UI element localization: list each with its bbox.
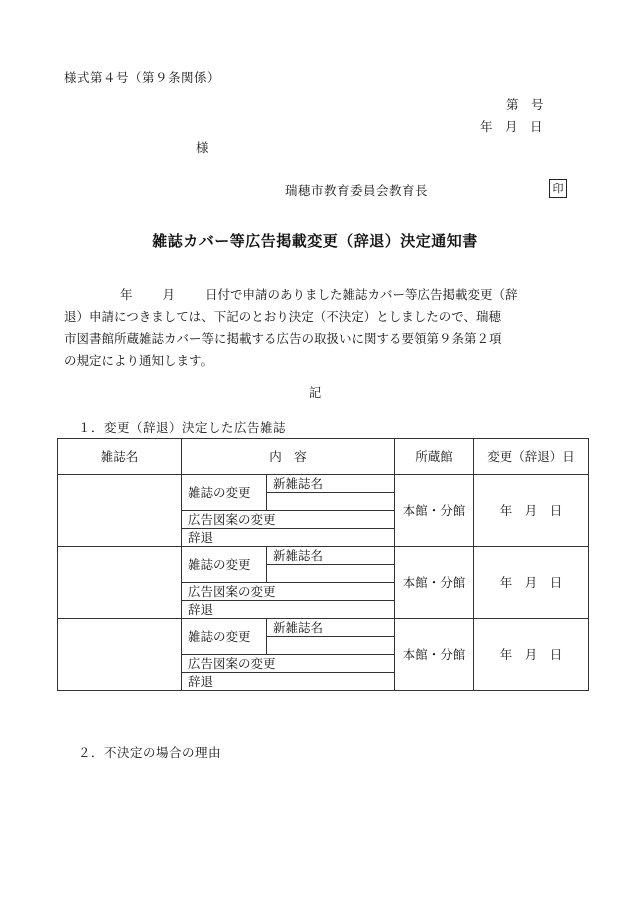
- new-magazine-label: 新雑誌名: [267, 547, 395, 565]
- ad-change-label: 広告図案の変更: [182, 655, 395, 673]
- body-line-4: の規定により通知します。: [64, 353, 214, 368]
- withdraw-label: 辞退: [182, 673, 395, 691]
- table-row: [58, 475, 589, 493]
- new-magazine-label: 新雑誌名: [267, 619, 395, 637]
- body-line-3: 市図書館所蔵雑誌カバー等に掲載する広告の取扱いに関する要領第９条第２項: [64, 331, 502, 346]
- change-date-cell: 年 月 日: [474, 619, 589, 691]
- body-paragraph: [64, 284, 584, 372]
- issue-date: 年 月 日: [480, 119, 543, 134]
- change-magazine-label: 雑誌の変更: [182, 547, 267, 583]
- ki-heading: 記: [308, 385, 322, 400]
- library-cell: 本館・分館: [395, 475, 474, 547]
- body-line-2: 退）申請につきましては、下記のとおり決定（不決定）としましたので、瑞穂: [64, 309, 502, 324]
- table-row: [58, 619, 589, 637]
- header-date: 変更（辞退）日: [474, 439, 589, 475]
- seal-mark: 印: [549, 179, 567, 198]
- addressee-suffix: 様: [196, 140, 209, 155]
- library-cell: 本館・分館: [395, 619, 474, 691]
- document-title: 雑誌カバー等広告掲載変更（辞退）決定通知書: [152, 232, 478, 250]
- magazine-name-cell[interactable]: [58, 475, 182, 547]
- withdraw-label: 辞退: [182, 601, 395, 619]
- change-date-cell: 年 月 日: [474, 547, 589, 619]
- issuer-name: 瑞穂市教育委員会教育長: [285, 183, 429, 198]
- table-row: [58, 547, 589, 565]
- header-magazine: 雑誌名: [58, 439, 182, 475]
- new-magazine-input[interactable]: [267, 493, 395, 511]
- body-date-year: 年: [120, 287, 133, 302]
- magazine-name-cell[interactable]: [58, 547, 182, 619]
- library-cell: 本館・分館: [395, 547, 474, 619]
- ad-change-label: 広告図案の変更: [182, 583, 395, 601]
- magazine-table: [57, 438, 589, 691]
- new-magazine-input[interactable]: [267, 565, 395, 583]
- section-2-title: ２．不決定の場合の理由: [78, 745, 222, 760]
- header-content: 内 容: [182, 439, 395, 475]
- section-1-title: １．変更（辞退）決定した広告雑誌: [78, 420, 287, 435]
- withdraw-label: 辞退: [182, 529, 395, 547]
- change-date-cell: 年 月 日: [474, 475, 589, 547]
- header-library: 所蔵館: [395, 439, 474, 475]
- body-date-month: 月: [162, 287, 176, 302]
- body-line-1: [64, 284, 584, 306]
- body-line-1-text: 日付で申請のありました雑誌カバー等広告掲載変更（辞: [205, 287, 518, 302]
- magazine-name-cell[interactable]: [58, 619, 182, 691]
- document-number: 第 号: [506, 97, 544, 112]
- new-magazine-label: 新雑誌名: [267, 475, 395, 493]
- change-magazine-label: 雑誌の変更: [182, 619, 267, 655]
- new-magazine-input[interactable]: [267, 637, 395, 655]
- ad-change-label: 広告図案の変更: [182, 511, 395, 529]
- form-number: 様式第４号（第９条関係）: [64, 70, 221, 85]
- change-magazine-label: 雑誌の変更: [182, 475, 267, 511]
- table-header-row: [58, 439, 589, 475]
